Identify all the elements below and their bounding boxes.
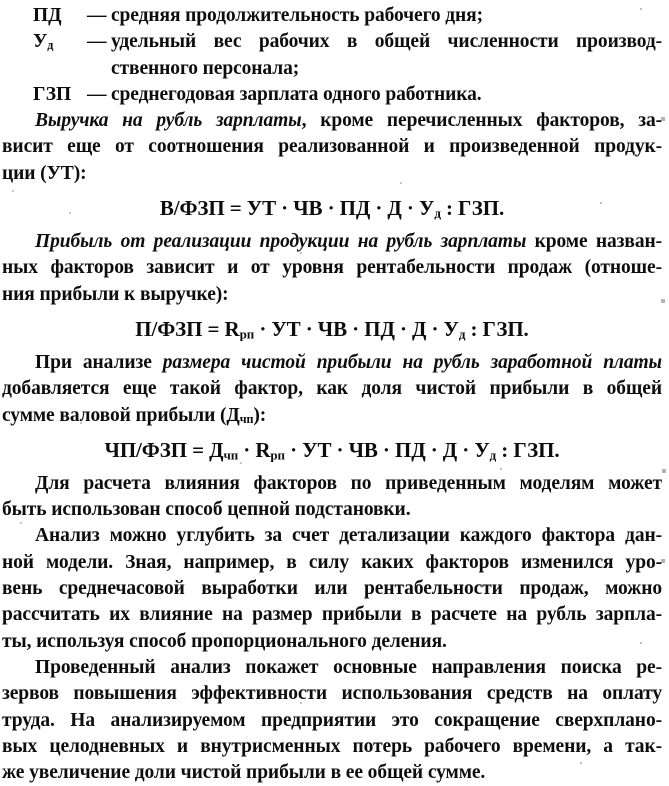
text-run: ЧП/ФЗП = Д bbox=[104, 437, 224, 462]
text-run: ния прибыли к выручке): bbox=[2, 283, 229, 305]
text-run: рассчитать их влияние на размер прибыли в расчете на рубль зарпла- bbox=[2, 604, 662, 626]
text-run: быть использован способ цепной подстановки. bbox=[2, 499, 411, 521]
text-run: среднегодовая зарплата одного работника. bbox=[111, 83, 482, 105]
text-line bbox=[2, 760, 662, 786]
paragraph-analysis-deepening bbox=[2, 523, 662, 654]
text-run: добавляется еще такой фактор, как доля чистой прибыли в общей bbox=[2, 378, 662, 400]
text-line bbox=[2, 350, 662, 376]
text-run: сумме валовой прибыли (Д bbox=[2, 404, 240, 426]
text-line bbox=[2, 403, 662, 429]
text-run: ты, используя способ пропорционального деления. bbox=[2, 630, 447, 652]
text-run: · R bbox=[238, 437, 271, 462]
text-line bbox=[2, 734, 662, 760]
text-run: ции (УТ): bbox=[2, 162, 87, 184]
text-run: У bbox=[33, 31, 48, 53]
paragraph-profit-per-ruble bbox=[2, 229, 662, 308]
term-row bbox=[2, 29, 662, 82]
text-run: · УТ · ЧВ · ПД · Д · У bbox=[254, 316, 459, 341]
text-run: В/ФЗП = УТ · ЧВ · ПД · Д · У bbox=[159, 196, 435, 221]
text-run: П/ФЗП = R bbox=[135, 316, 240, 341]
term-dash: — bbox=[87, 5, 107, 26]
text-run: зервов повышения эффективности использования средств на оплату bbox=[2, 683, 662, 705]
text-line bbox=[2, 655, 662, 681]
text-run: Проведенный анализ покажет основные направления поиска ре- bbox=[35, 656, 662, 678]
text-run: : ГЗП. bbox=[465, 316, 529, 341]
term-abbr bbox=[2, 29, 87, 55]
text-run: ): bbox=[253, 404, 267, 426]
italic-run: Выручка на рубль зарплаты bbox=[35, 110, 302, 132]
paragraph-net-profit-per-ruble bbox=[2, 350, 662, 429]
text-line bbox=[2, 629, 662, 655]
text-line bbox=[2, 576, 662, 602]
text-run: ПД bbox=[33, 5, 62, 26]
text-line bbox=[111, 29, 662, 55]
text-line bbox=[2, 497, 662, 523]
subscript-run: д bbox=[434, 205, 441, 221]
italic-run: размера чистой прибыли на рубль заработной платы bbox=[162, 351, 662, 373]
subscript-run: чп bbox=[223, 447, 239, 463]
text-run: · УТ · ЧВ · ПД · Д · У bbox=[284, 437, 490, 462]
text-line bbox=[2, 550, 662, 576]
paragraph-revenue-per-ruble bbox=[2, 108, 662, 187]
text-line bbox=[111, 56, 662, 82]
text-line bbox=[2, 134, 662, 160]
text-line bbox=[2, 229, 662, 255]
text-run: средняя продолжительность рабочего дня; bbox=[111, 5, 484, 26]
text-run: ных факторов зависит и от уровня рентабельности продаж (отноше- bbox=[2, 257, 662, 279]
text-line bbox=[2, 708, 662, 734]
text-run: кроме назван- bbox=[526, 231, 662, 253]
text-run: Анализ можно углубить за счет детализации каждого фактора дан- bbox=[35, 525, 662, 547]
text-run: ГЗП bbox=[33, 83, 72, 105]
text-line bbox=[2, 681, 662, 707]
term-definition bbox=[111, 82, 662, 108]
subscript-run: чп bbox=[239, 411, 254, 426]
term-row bbox=[2, 82, 662, 108]
text-run: вень среднечасовой выработки или рентабельности продаж, можно bbox=[2, 578, 662, 600]
text-run: При анализе bbox=[35, 351, 163, 373]
text-line bbox=[2, 282, 662, 308]
text-run: висит еще от соотношения реализованной и произведенной продук- bbox=[2, 136, 662, 158]
formula-revenue-per-ruble bbox=[2, 187, 662, 229]
abbreviation-list bbox=[2, 3, 662, 108]
term-abbr bbox=[2, 3, 87, 29]
text-run: вых целодневных и внутрисменных потерь рабочего времени, а так- bbox=[2, 735, 662, 757]
italic-run: Прибыль от реализации продукции на рубль зарплаты bbox=[35, 231, 527, 253]
text-run: же увеличение доли чистой прибыли в ее общей сумме. bbox=[2, 762, 486, 784]
paragraph-chain-substitution bbox=[2, 471, 662, 524]
text-run: удельный вес рабочих в общей численности производ- bbox=[111, 31, 662, 53]
text-line bbox=[2, 471, 662, 497]
paragraph-conclusion bbox=[2, 655, 662, 786]
subscript-run: д bbox=[47, 38, 54, 53]
term-row bbox=[2, 3, 662, 29]
text-line bbox=[111, 3, 662, 29]
subscript-run: рп bbox=[270, 447, 285, 463]
text-line bbox=[2, 255, 662, 281]
text-run: труда. На анализируемом предприятии это сокращение сверхплано- bbox=[2, 709, 662, 731]
subscript-run: д bbox=[489, 447, 497, 463]
text-run: , кроме перечисленных факторов, за- bbox=[301, 110, 662, 132]
text-run: ственного персонала; bbox=[111, 57, 300, 79]
text-run: : ГЗП. bbox=[496, 437, 560, 462]
text-run: : ГЗП. bbox=[440, 196, 505, 221]
formula-profit-per-ruble bbox=[2, 308, 662, 350]
text-line bbox=[2, 602, 662, 628]
term-abbr bbox=[2, 82, 87, 108]
text-line bbox=[111, 82, 662, 108]
text-run: ной модели. Зная, например, в силу каких факторов изменился уро- bbox=[2, 551, 662, 573]
formula-net-profit-per-ruble bbox=[2, 429, 662, 471]
text-line bbox=[2, 376, 662, 402]
term-dash: — bbox=[87, 31, 107, 53]
term-definition bbox=[111, 29, 662, 82]
text-line bbox=[2, 523, 662, 549]
text-run: Для расчета влияния факторов по приведенным моделям может bbox=[35, 472, 662, 494]
text-line bbox=[2, 108, 662, 134]
subscript-run: д bbox=[458, 326, 466, 342]
subscript-run: рп bbox=[239, 326, 255, 342]
scan-noise-speckles bbox=[0, 0, 2, 2]
text-line bbox=[2, 161, 662, 187]
term-dash: — bbox=[87, 83, 107, 105]
term-definition bbox=[111, 3, 662, 29]
